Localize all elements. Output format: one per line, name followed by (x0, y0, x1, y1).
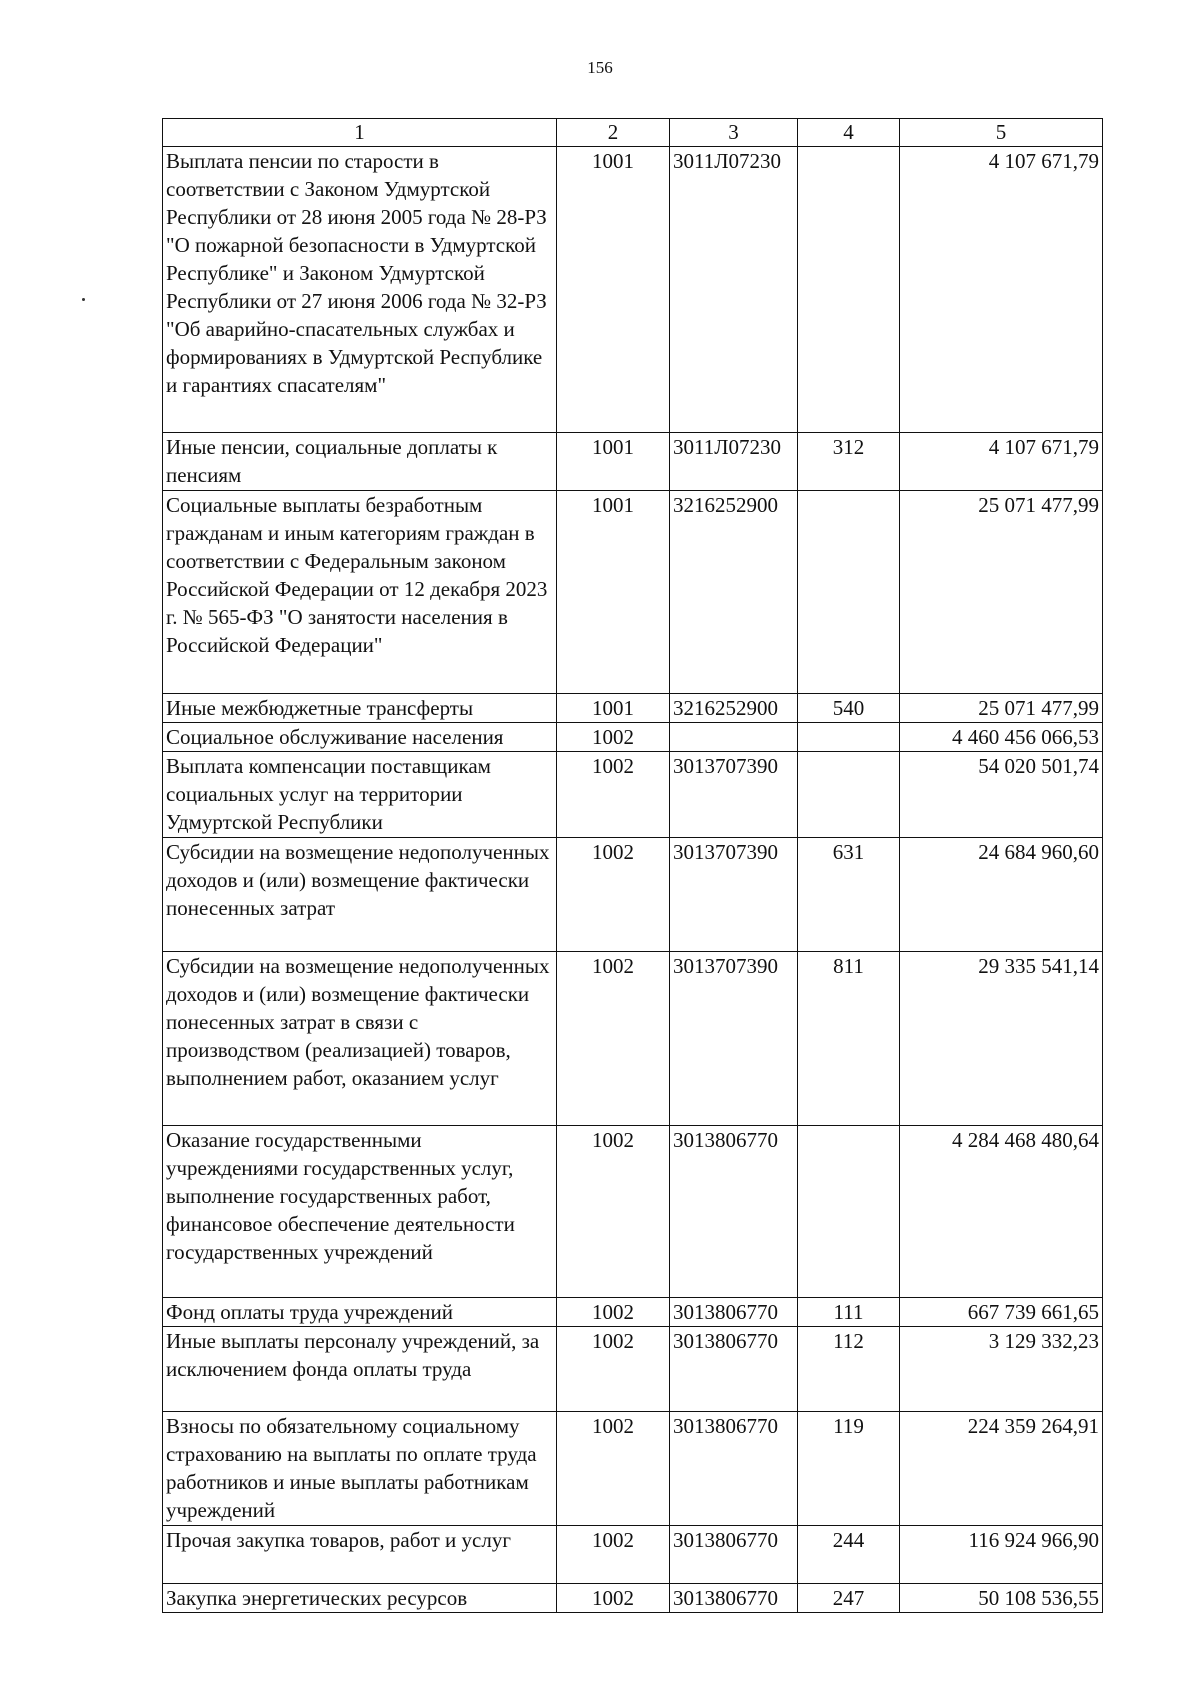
row-name: Выплата компенсации поставщикам социальных услуг на территории Удмуртской Республики (163, 752, 557, 838)
table-row (163, 1584, 1103, 1613)
row-section: 1002 (557, 952, 670, 1126)
row-name: Социальное обслуживание населения (163, 723, 557, 752)
col-header-section: 2 (557, 119, 670, 147)
row-type: 247 (798, 1584, 900, 1613)
table-row (163, 491, 1103, 694)
row-amount: 29 335 541,14 (900, 952, 1103, 1126)
row-section: 1001 (557, 491, 670, 694)
row-section: 1001 (557, 694, 670, 723)
row-type: 811 (798, 952, 900, 1126)
row-amount: 54 020 501,74 (900, 752, 1103, 838)
row-section: 1002 (557, 838, 670, 952)
row-name: Фонд оплаты труда учреждений (163, 1298, 557, 1327)
row-amount: 4 107 671,79 (900, 147, 1103, 433)
row-section: 1002 (557, 1327, 670, 1412)
row-type: 112 (798, 1327, 900, 1412)
row-section: 1002 (557, 1526, 670, 1584)
row-name: Выплата пенсии по старости в соответствии с Законом Удмуртской Республики от 28 июня 2005 года № 28-РЗ "О пожарной безопасности в Удмуртской Республике" и Законом Удмуртской Республики от 27 июня 2006 года № 32-РЗ "Об аварийно-спасательных службах и формированиях в Удмуртской Республике и гарантиях спасателям" (163, 147, 557, 433)
row-type: 111 (798, 1298, 900, 1327)
row-name: Субсидии на возмещение недополученных доходов и (или) возмещение фактически понесенных затрат (163, 838, 557, 952)
row-amount: 24 684 960,60 (900, 838, 1103, 952)
row-section: 1001 (557, 433, 670, 491)
table-row (163, 1412, 1103, 1526)
row-section: 1002 (557, 1126, 670, 1298)
row-amount: 224 359 264,91 (900, 1412, 1103, 1526)
row-target: 3013806770 (670, 1126, 798, 1298)
row-type: 244 (798, 1526, 900, 1584)
row-name: Иные пенсии, социальные доплаты к пенсиям (163, 433, 557, 491)
table-row (163, 723, 1103, 752)
row-name: Иные выплаты персоналу учреждений, за исключением фонда оплаты труда (163, 1327, 557, 1412)
row-name: Взносы по обязательному социальному страхованию на выплаты по оплате труда работников и иные выплаты работникам учреждений (163, 1412, 557, 1526)
row-type (798, 752, 900, 838)
row-target: 3013707390 (670, 752, 798, 838)
row-type (798, 491, 900, 694)
row-target: 3013806770 (670, 1584, 798, 1613)
row-target: 3013707390 (670, 952, 798, 1126)
row-name: Оказание государственными учреждениями государственных услуг, выполнение государственных работ, финансовое обеспечение деятельности государственных учреждений (163, 1126, 557, 1298)
row-target (670, 723, 798, 752)
col-header-name: 1 (163, 119, 557, 147)
row-amount: 3 129 332,23 (900, 1327, 1103, 1412)
row-target: 3013707390 (670, 838, 798, 952)
scan-speck (82, 298, 85, 301)
row-amount: 50 108 536,55 (900, 1584, 1103, 1613)
row-amount: 25 071 477,99 (900, 491, 1103, 694)
row-target: 3013806770 (670, 1526, 798, 1584)
row-section: 1002 (557, 752, 670, 838)
row-target: 3011Л07230 (670, 433, 798, 491)
row-name: Иные межбюджетные трансферты (163, 694, 557, 723)
row-amount: 25 071 477,99 (900, 694, 1103, 723)
table-row (163, 1126, 1103, 1298)
row-amount: 116 924 966,90 (900, 1526, 1103, 1584)
row-amount: 667 739 661,65 (900, 1298, 1103, 1327)
row-name: Прочая закупка товаров, работ и услуг (163, 1526, 557, 1584)
table-row (163, 838, 1103, 952)
col-header-target: 3 (670, 119, 798, 147)
row-section: 1001 (557, 147, 670, 433)
row-name: Социальные выплаты безработным гражданам и иным категориям граждан в соответствии с Федеральным законом Российской Федерации от 12 декабря 2023 г. № 565-ФЗ "О занятости населения в Российской Федерации" (163, 491, 557, 694)
table-row (163, 1298, 1103, 1327)
row-amount: 4 284 468 480,64 (900, 1126, 1103, 1298)
table-row (163, 952, 1103, 1126)
row-type (798, 147, 900, 433)
row-type (798, 1126, 900, 1298)
table-row (163, 1327, 1103, 1412)
table-row (163, 1526, 1103, 1584)
row-section: 1002 (557, 1412, 670, 1526)
row-type: 312 (798, 433, 900, 491)
row-target: 3216252900 (670, 694, 798, 723)
row-name: Закупка энергетических ресурсов (163, 1584, 557, 1613)
col-header-type: 4 (798, 119, 900, 147)
row-target: 3013806770 (670, 1327, 798, 1412)
row-section: 1002 (557, 1584, 670, 1613)
row-target: 3013806770 (670, 1298, 798, 1327)
row-target: 3216252900 (670, 491, 798, 694)
header-row (163, 119, 1103, 147)
row-amount: 4 107 671,79 (900, 433, 1103, 491)
row-type (798, 723, 900, 752)
row-name: Субсидии на возмещение недополученных доходов и (или) возмещение фактически понесенных затрат в связи с производством (реализацией) товаров, выполнением работ, оказанием услуг (163, 952, 557, 1126)
table-row (163, 147, 1103, 433)
row-target: 3013806770 (670, 1412, 798, 1526)
table-row (163, 752, 1103, 838)
table-row (163, 433, 1103, 491)
col-header-amount: 5 (900, 119, 1103, 147)
row-type: 540 (798, 694, 900, 723)
row-section: 1002 (557, 723, 670, 752)
row-amount: 4 460 456 066,53 (900, 723, 1103, 752)
budget-table (162, 118, 1103, 1613)
row-type: 631 (798, 838, 900, 952)
row-type: 119 (798, 1412, 900, 1526)
page-number: 156 (587, 58, 613, 77)
table-row (163, 694, 1103, 723)
row-target: 3011Л07230 (670, 147, 798, 433)
row-section: 1002 (557, 1298, 670, 1327)
